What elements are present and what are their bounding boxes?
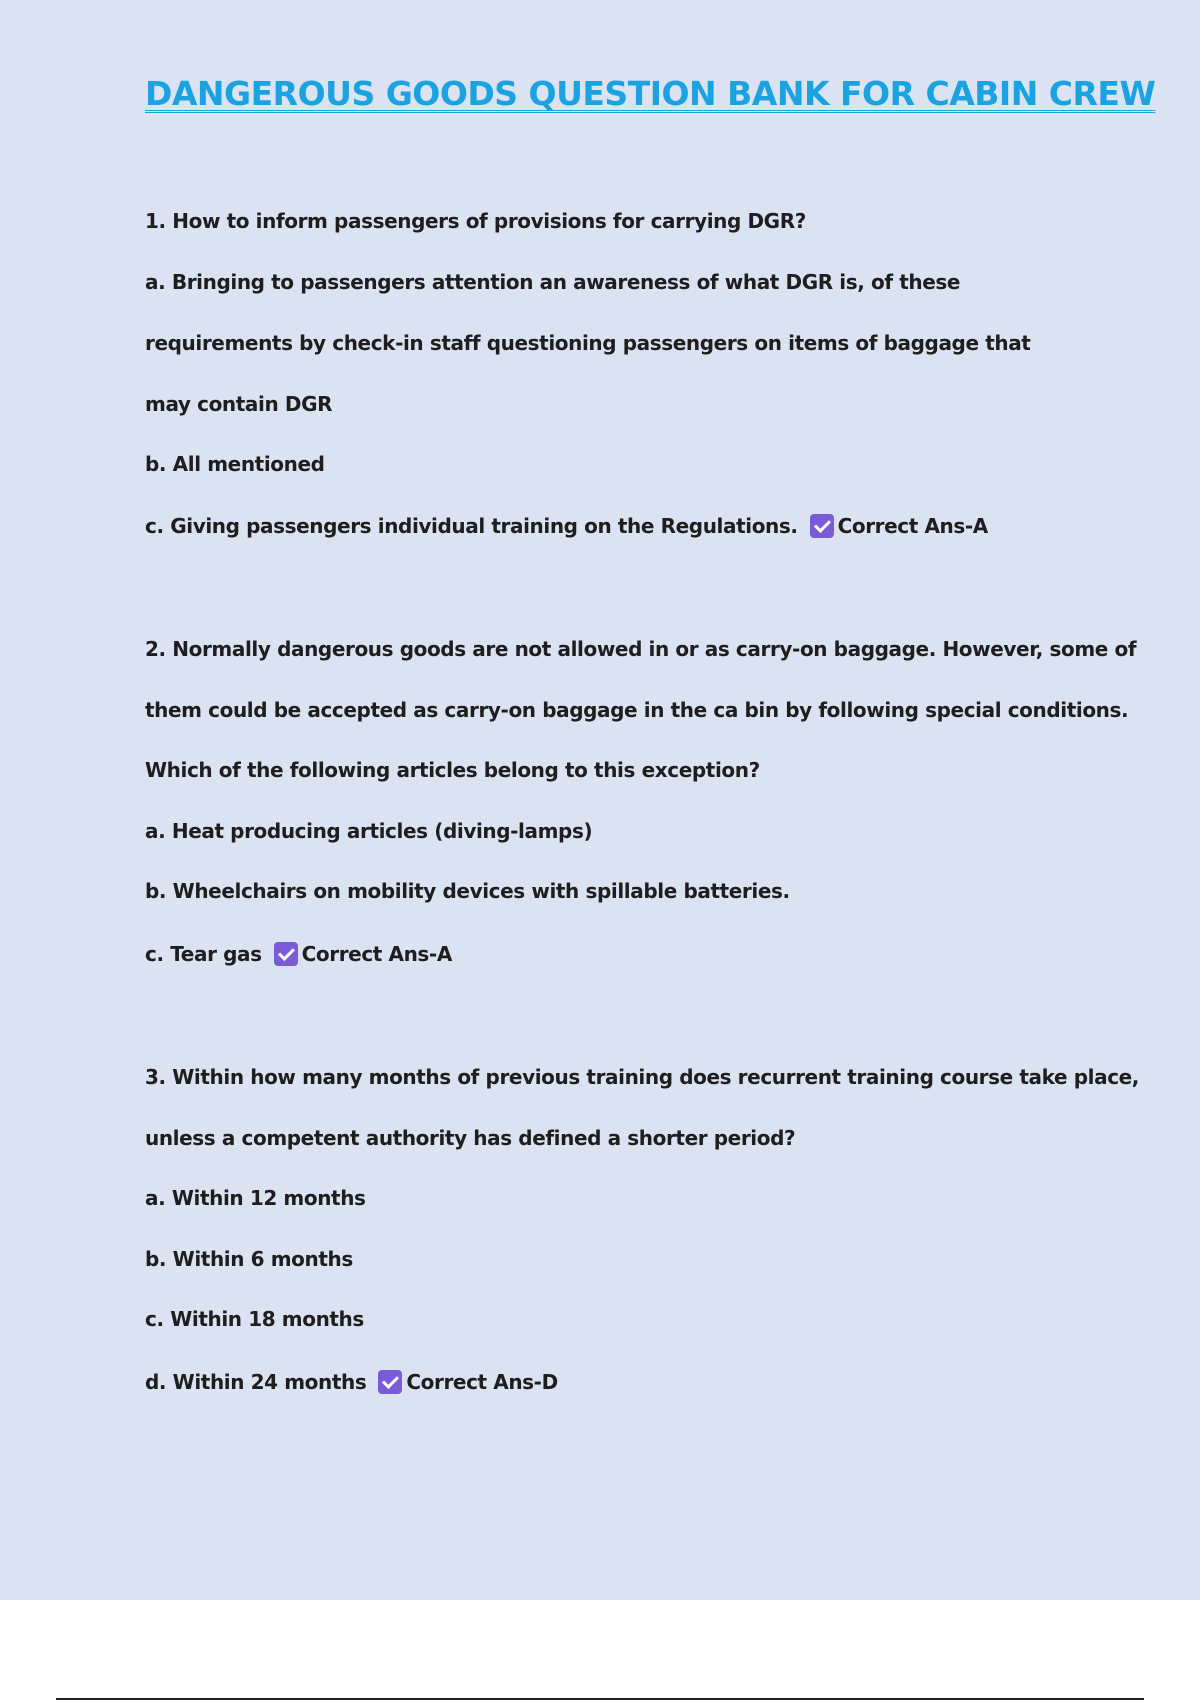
- question-1-option-a-line-1: a. Bringing to passengers attention an awareness of what DGR is, of these: [145, 270, 961, 294]
- question-1-text: 1. How to inform passengers of provisions for carrying DGR?: [145, 209, 806, 233]
- question-3-option-b: b. Within 6 months: [145, 1247, 353, 1271]
- document-title: DANGEROUS GOODS QUESTION BANK FOR CABIN CREW: [145, 74, 1156, 113]
- question-3-option-c: c. Within 18 months: [145, 1307, 364, 1331]
- question-3-option-d-row: [145, 1368, 558, 1396]
- question-1-answer: Correct Ans-A: [837, 514, 988, 538]
- check-box-icon: [274, 942, 298, 966]
- question-2-option-c-row: [145, 940, 452, 968]
- question-2-text-line-3: Which of the following articles belong to this exception?: [145, 758, 760, 782]
- check-box-icon: [378, 1370, 402, 1394]
- question-3-option-a: a. Within 12 months: [145, 1186, 366, 1210]
- question-1-option-a-line-2: requirements by check-in staff questioning passengers on items of baggage that: [145, 331, 1031, 355]
- question-2-text-line-1: 2. Normally dangerous goods are not allowed in or as carry-on baggage. However, some of: [145, 637, 1137, 661]
- question-3-text-line-1: 3. Within how many months of previous training does recurrent training course take place,: [145, 1065, 1140, 1089]
- question-2-answer: Correct Ans-A: [301, 942, 452, 966]
- question-1-option-b: b. All mentioned: [145, 452, 325, 476]
- question-3-answer: Correct Ans-D: [406, 1370, 558, 1394]
- question-2-option-a: a. Heat producing articles (diving-lamps): [145, 819, 593, 843]
- question-2-option-c: c. Tear gas: [145, 942, 262, 966]
- question-2-text-line-2: them could be accepted as carry-on baggage in the ca bin by following special conditions.: [145, 698, 1129, 722]
- question-3-option-d: d. Within 24 months: [145, 1370, 367, 1394]
- check-box-icon: [810, 514, 834, 538]
- question-1-option-a-line-3: may contain DGR: [145, 392, 333, 416]
- question-2-option-b: b. Wheelchairs on mobility devices with spillable batteries.: [145, 879, 790, 903]
- question-1-option-c-row: [145, 512, 988, 540]
- question-1-option-c: c. Giving passengers individual training on the Regulations.: [145, 514, 798, 538]
- question-3-text-line-2: unless a competent authority has defined a shorter period?: [145, 1126, 796, 1150]
